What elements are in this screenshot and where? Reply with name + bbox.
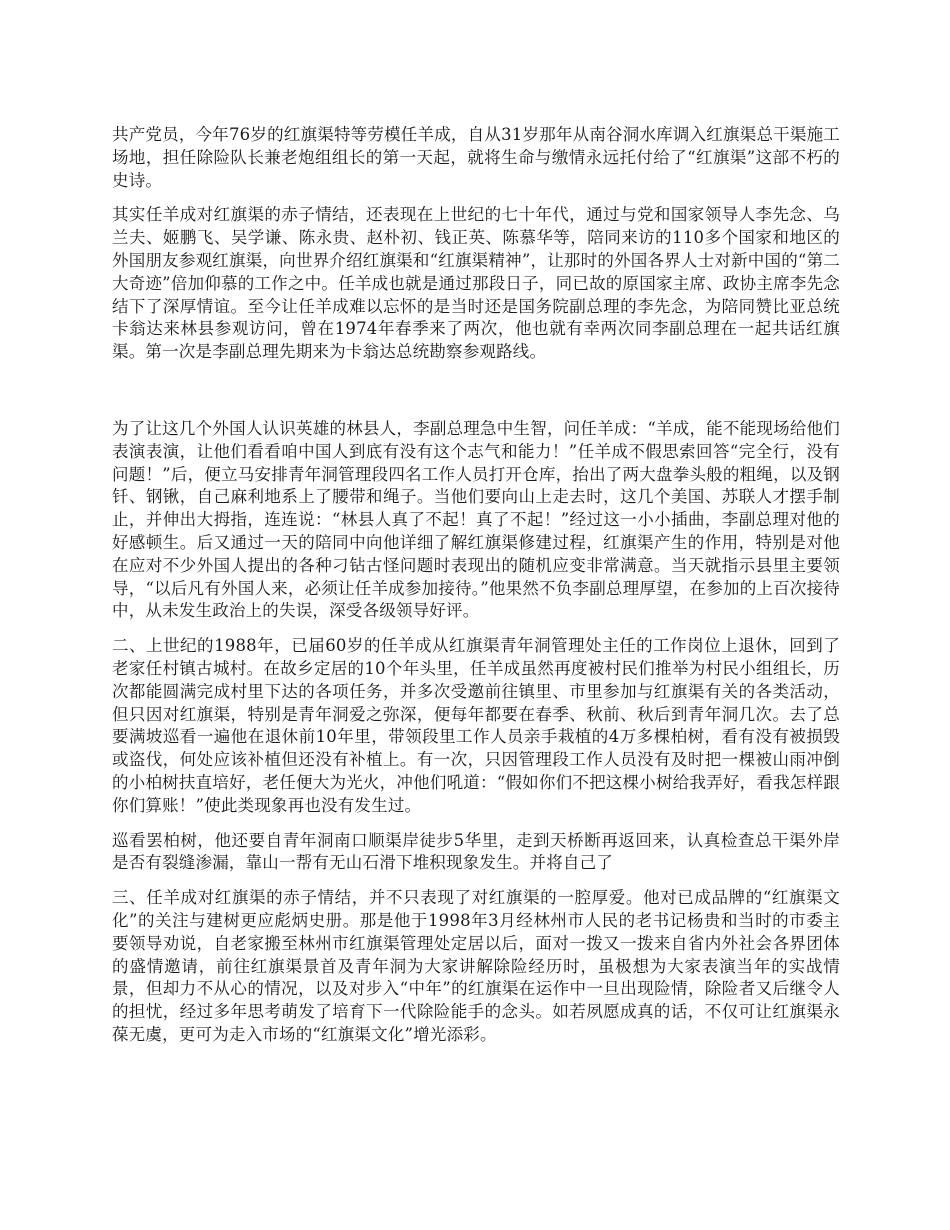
paragraph-4: 二、上世纪的1988年，已届60岁的任羊成从红旗渠青年洞管理处主任的工作岗位上退休，回到了老家任村镇古城村。在故乡定居的10个年头里，任羊成虽然再度被村民们推举为村民小组组长，历次都能圆满完成村里下达的各项任务，并多次受邀前往镇里、市里参加与红旗渠有关的各类活动，但只因对红旗渠，特别是青年洞爱之弥深，便每年都要在春季、秋前、秋后到青年洞几次。去了总要满坡巡看一遍他在退休前10年里，带领段里工作人员亲手栽植的4万多棵柏树，看有没有被损毁或盗伐，何处应该补植但还没有补植上。有一次，只因管理段工作人员没有及时把一棵被山雨冲倒的小柏树扶直培好，老任便大为光火，冲他们吼道：“假如你们不把这棵小树给我弄好，看我怎样跟你们算账！”使此类现象再也没有发生过。: [112, 636, 840, 815]
paragraph-1: 共产党员，今年76岁的红旗渠特等劳模任羊成，自从31岁那年从南谷洞水库调入红旗渠总干渠施工场地，担任除险队长兼老炮组组长的第一天起，就将生命与缴情永远托付给了“红旗渠”这部不朽的史诗。: [112, 125, 840, 190]
paragraph-3: 为了让这几个外国人认识英雄的林县人，李副总理急中生智，问任羊成：“羊成，能不能现场给他们表演表演，让他们看看咱中国人到底有没有这个志气和能力！”任羊成不假思索回答“完全行，没有问题！”后，便立马安排青年洞管理段四名工作人员打开仓库，抬出了两大盘拳头般的粗绳，以及钢钎、钢锹，自己麻利地系上了腰带和绳子。当他们要向山上走去时，这几个美国、苏联人才摆手制止，并伸出大拇指，连连说：“林县人真了不起！真了不起！”经过这一小小插曲，李副总理对他的好感顿生。后又通过一天的陪同中向他详细了解红旗渠修建过程，红旗渠产生的作用，特别是对他在应对不少外国人提出的各种刁钻古怪问题时表现出的随机应变非常满意。当天就指示县里主要领导，“以后凡有外国人来，必须让任羊成参加接待。”他果然不负李副总理厚望，在参加的上百次接待中，从未发生政治上的失误，深受各级领导好评。: [112, 418, 840, 621]
paragraph-5: 巡看罢柏树，他还要自青年洞南口顺渠岸徒步5华里，走到天桥断再返回来，认真检查总干渠外岸是否有裂缝渗漏，靠山一帮有无山石滑下堆积现象发生。并将自己了: [112, 830, 840, 873]
paragraph-gap: [112, 376, 840, 418]
paragraph-6: 三、任羊成对红旗渠的赤子情结，并不只表现了对红旗渠的一腔厚爱。他对已成品牌的“红旗渠文化”的关注与建树更应彪炳史册。那是他于1998年3月经林州市人民的老书记杨贵和当时的市委主要领导劝说，自老家搬至林州市红旗渠管理处定居以后，面对一拨又一拨来自省内外社会各界团体的盛情邀请，前往红旗渠景首及青年洞为大家讲解除险经历时，虽极想为大家表演当年的实战情景，但却力不从心的情况，以及对步入“中年”的红旗渠在运作中一旦出现险情，除险者又后继令人的担忧，经过多年思考萌发了培育下一代除险能手的念头。如若夙愿成真的话，不仅可让红旗渠永葆无虞，更可为走入市场的“红旗渠文化”增光添彩。: [112, 888, 840, 1044]
paragraph-2: 其实任羊成对红旗渠的赤子情结，还表现在上世纪的七十年代，通过与党和国家领导人李先念、乌兰夫、姬鹏飞、吴学谦、陈永贵、赵朴初、钱正英、陈慕华等，陪同来访的110多个国家和地区的外国朋友参观红旗渠，向世界介绍红旗渠和“红旗渠精神”，让那时的外国各界人士对新中国的“第二大奇迹”倍加仰慕的工作之中。任羊成也就是通过那段日子，同已故的原国家主席、政协主席李先念结下了深厚情谊。至今让任羊成难以忘怀的是当时还是国务院副总理的李先念，为陪同赞比亚总统卡翁达来林县参观访问，曾在1974年春季来了两次，他也就有幸两次同李副总理在一起共话红旗渠。第一次是李副总理先期来为卡翁达总统勘察参观路线。: [112, 205, 840, 362]
document-page: [112, 124, 840, 1059]
